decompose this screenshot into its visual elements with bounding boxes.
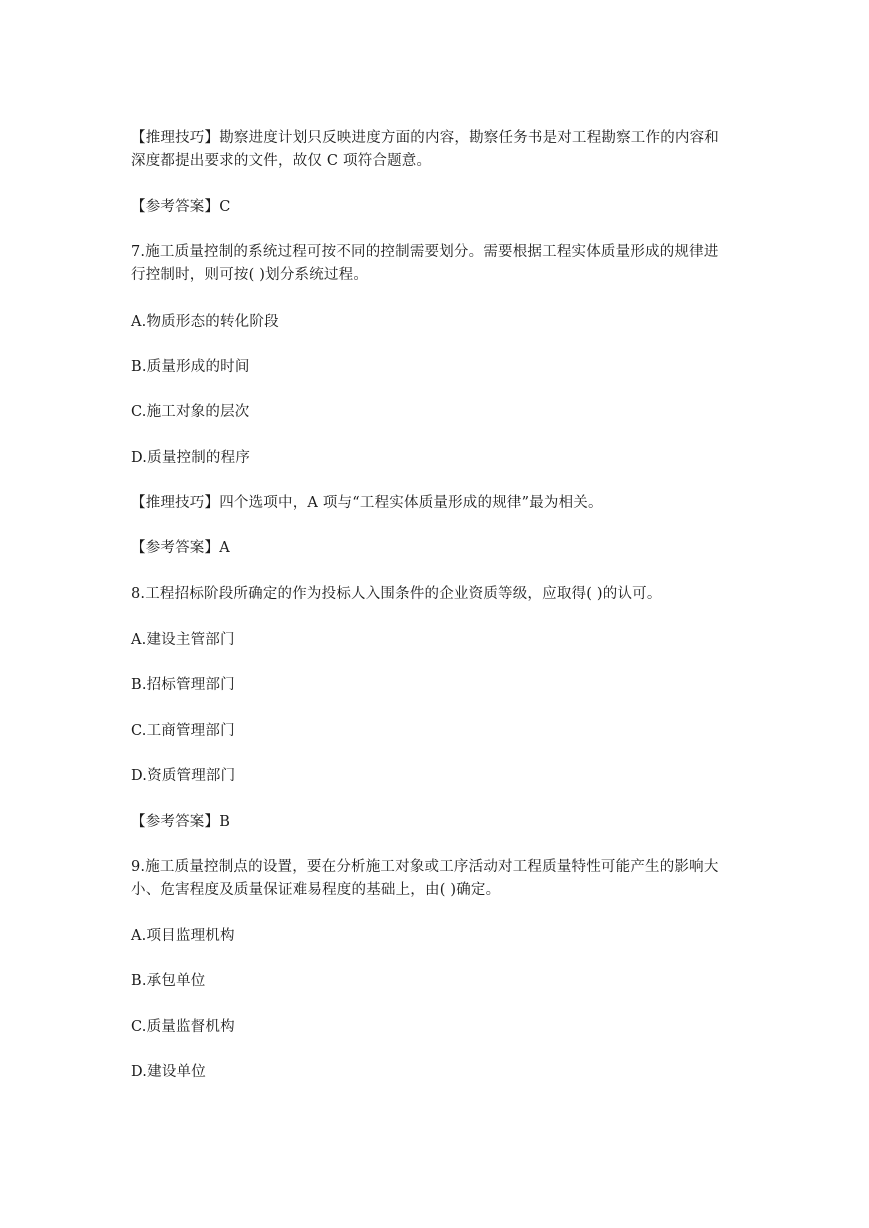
question-9-option-c: C.质量监督机构 [131,1019,235,1035]
question-7-option-d: D.质量控制的程序 [131,450,251,466]
reasoning-tip-line: 【推理技巧】四个选项中，A 项与“工程实体质量形成的规律”最为相关。 [131,495,603,511]
question-8-option-d: D.资质管理部门 [131,768,236,784]
question-9-option-d: D.建设单位 [131,1064,206,1080]
reasoning-tip-line: 深度都提出要求的文件，故仅 C 项符合题意。 [131,153,432,169]
question-7-option-b: B.质量形成的时间 [131,359,250,375]
answer-line: 【参考答案】A [131,540,230,556]
question-8-stem: 8.工程招标阶段所确定的作为投标人入围条件的企业资质等级，应取得( )的认可。 [131,586,662,602]
question-8-option-a: A.建设主管部门 [131,632,235,648]
question-8-option-c: C.工商管理部门 [131,723,235,739]
question-7-stem: 7.施工质量控制的系统过程可按不同的控制需要划分。需要根据工程实体质量形成的规律进 [131,244,719,260]
answer-line: 【参考答案】B [131,814,231,830]
question-7-option-c: C.施工对象的层次 [131,404,250,420]
question-9-option-b: B.承包单位 [131,973,206,989]
question-7-option-a: A.物质形态的转化阶段 [131,314,279,330]
question-7-stem: 行控制时，则可按( )划分系统过程。 [131,267,369,283]
question-8-option-b: B.招标管理部门 [131,677,235,693]
reasoning-tip-line: 【推理技巧】勘察进度计划只反映进度方面的内容，勘察任务书是对工程勘察工作的内容和 [131,130,719,146]
answer-line: 【参考答案】C [131,199,231,215]
question-9-stem: 小、危害程度及质量保证难易程度的基础上，由( )确定。 [131,882,501,898]
question-9-option-a: A.项目监理机构 [131,928,235,944]
question-9-stem: 9.施工质量控制点的设置，要在分析施工对象或工序活动对工程质量特性可能产生的影响大 [131,859,719,875]
